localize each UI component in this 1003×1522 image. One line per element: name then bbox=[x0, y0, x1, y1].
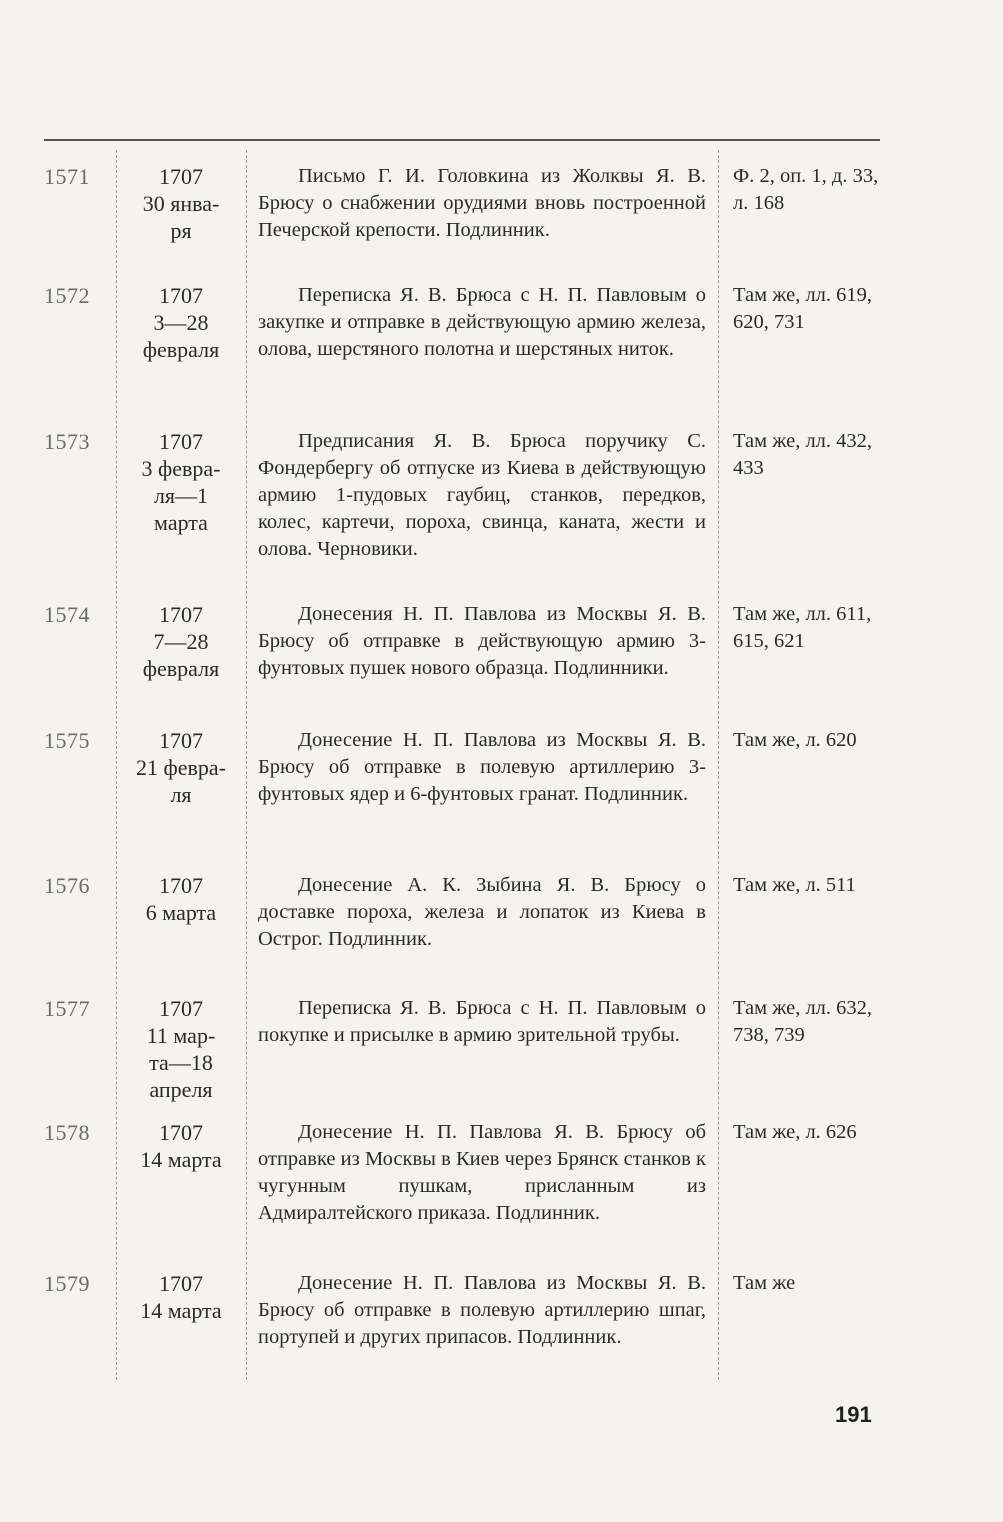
entry-description: Донесения Н. П. Павлова из Москвы Я. В. Брюсу об отправке в действующую армию 3-фунтовых пушек нового образца. Подлинники. bbox=[258, 603, 706, 679]
date-line: та—18 bbox=[149, 1050, 213, 1075]
entry-date bbox=[118, 1270, 244, 1324]
entry-number: 1574 bbox=[44, 602, 90, 627]
date-line: 14 марта bbox=[140, 1147, 222, 1172]
archive-reference: Ф. 2, оп. 1, д. 33, л. 168 bbox=[733, 165, 879, 214]
entry-description: Переписка Я. В. Брюса с Н. П. Павловым о закупке и отправке в действующую армию железа, олова, шерстяного полотна и шерстяных ниток. bbox=[258, 284, 706, 360]
date-line: 1707 bbox=[159, 283, 203, 308]
entry-number: 1577 bbox=[44, 996, 90, 1021]
entry-description: Донесение Н. П. Павлова Я. В. Брюсу об отправке из Москвы в Киев через Брянск станков к чугунным пушкам, присланным из Адмиралтейского приказа. Подлинник. bbox=[258, 1121, 706, 1224]
archive-reference: Там же, л. 511 bbox=[733, 874, 856, 896]
date-line: 7—28 bbox=[153, 629, 209, 654]
entry-date bbox=[118, 1119, 244, 1173]
date-line: 1707 bbox=[159, 996, 203, 1021]
date-line: марта bbox=[154, 510, 208, 535]
entry-number: 1578 bbox=[44, 1120, 90, 1145]
entry-date bbox=[118, 727, 244, 808]
date-line: 21 февра- bbox=[136, 755, 226, 780]
date-line: 1707 bbox=[159, 873, 203, 898]
date-line: ря bbox=[170, 218, 192, 243]
archive-reference: Там же bbox=[733, 1272, 796, 1294]
date-line: 1707 bbox=[159, 164, 203, 189]
date-line: 3 февра- bbox=[141, 456, 221, 481]
date-line: 1707 bbox=[159, 602, 203, 627]
date-line: ля bbox=[170, 782, 192, 807]
table-top-rule bbox=[44, 139, 880, 141]
date-line: 6 марта bbox=[145, 900, 217, 925]
archive-reference: Там же, лл. 432, 433 bbox=[733, 430, 873, 479]
archive-reference: Там же, лл. 619, 620, 731 bbox=[733, 284, 873, 333]
entry-description: Переписка Я. В. Брюса с Н. П. Павловым о покупке и присылке в армию зрительной трубы. bbox=[258, 997, 706, 1046]
date-line: 1707 bbox=[159, 728, 203, 753]
date-line: 30 янва- bbox=[142, 191, 220, 216]
page-number: 191 bbox=[835, 1402, 872, 1427]
archive-reference: Там же, лл. 632, 738, 739 bbox=[733, 997, 873, 1046]
date-line: 1707 bbox=[159, 1120, 203, 1145]
date-line: 1707 bbox=[159, 429, 203, 454]
entry-date bbox=[118, 995, 244, 1103]
entry-date bbox=[118, 163, 244, 244]
entry-description: Письмо Г. И. Головкина из Жолквы Я. В. Брюсу о снабжении орудиями вновь построенной Печерской крепости. Подлинник. bbox=[258, 165, 706, 241]
date-line: 3—28 bbox=[153, 310, 209, 335]
date-line: февраля bbox=[142, 337, 220, 362]
entry-description: Донесение Н. П. Павлова из Москвы Я. В. Брюсу об отправке в полевую артиллерию шпаг, портупей и других припасов. Подлинник. bbox=[258, 1272, 706, 1348]
date-line: 14 марта bbox=[140, 1298, 222, 1323]
date-line: 11 мар- bbox=[146, 1023, 216, 1048]
date-line: февраля bbox=[142, 656, 220, 681]
column-divider bbox=[718, 150, 719, 1380]
entry-number: 1576 bbox=[44, 873, 90, 898]
entry-date bbox=[118, 282, 244, 363]
date-line: 1707 bbox=[159, 1271, 203, 1296]
entry-date bbox=[118, 601, 244, 682]
entry-description: Предписания Я. В. Брюса поручику С. Фондербергу об отпуске из Киева в действующую армию 1-пудовых гаубиц, станков, передков, колес, картечи, пороха, свинца, каната, жести и олова. Черновики. bbox=[258, 430, 706, 560]
entry-date bbox=[118, 428, 244, 536]
column-divider bbox=[116, 150, 117, 1380]
entry-number: 1571 bbox=[44, 164, 90, 189]
entry-description: Донесение А. К. Зыбина Я. В. Брюсу о доставке пороха, железа и лопаток из Киева в Острог. Подлинник. bbox=[258, 874, 706, 950]
entry-description: Донесение Н. П. Павлова из Москвы Я. В. Брюсу об отправке в полевую артиллерию 3-фунтовых ядер и 6-фунтовых гранат. Подлинник. bbox=[258, 729, 706, 805]
entry-number: 1572 bbox=[44, 283, 90, 308]
entry-number: 1573 bbox=[44, 429, 90, 454]
entry-date bbox=[118, 872, 244, 926]
entry-number: 1575 bbox=[44, 728, 90, 753]
archive-reference: Там же, лл. 611, 615, 621 bbox=[733, 603, 872, 652]
column-divider bbox=[246, 150, 247, 1380]
archive-reference: Там же, л. 620 bbox=[733, 729, 857, 751]
date-line: ля—1 bbox=[153, 483, 209, 508]
entry-number: 1579 bbox=[44, 1271, 90, 1296]
archive-reference: Там же, л. 626 bbox=[733, 1121, 857, 1143]
date-line: апреля bbox=[149, 1077, 213, 1102]
